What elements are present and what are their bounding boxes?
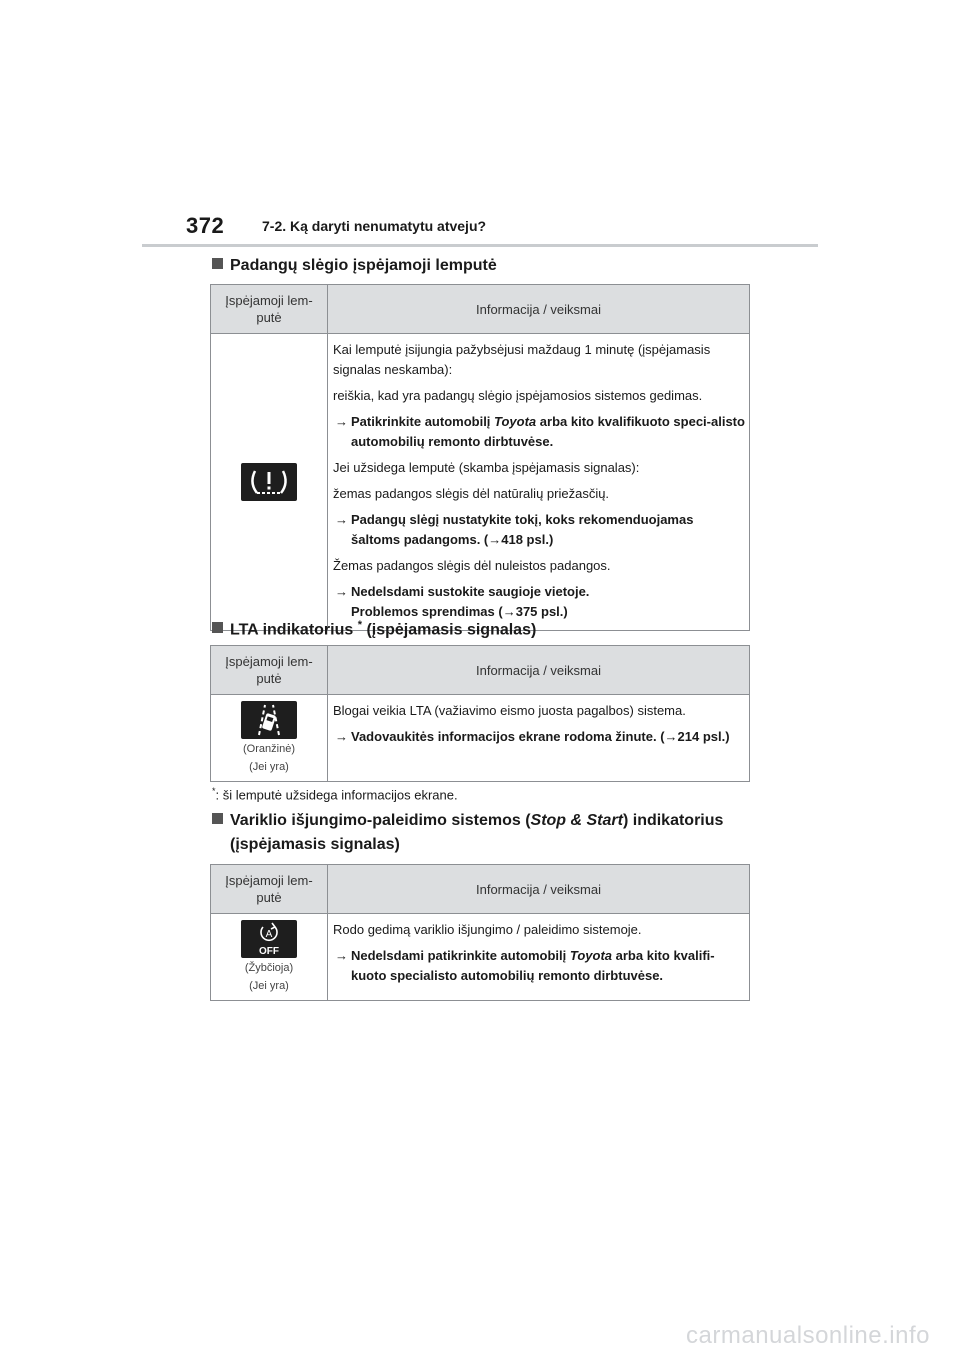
column-header-info: Informacija / veiksmai bbox=[328, 285, 750, 334]
info-cell bbox=[328, 914, 750, 1001]
info-text: Žemas padangos slėgis dėl nuleistos padangos. bbox=[333, 558, 611, 573]
action-item: → Nedelsdami patikrinkite automobilį Toyota arba kito kvalifi-kuoto specialisto automobilių remonto dirbtuvėse. bbox=[335, 948, 715, 983]
tire-pressure-table bbox=[210, 284, 750, 631]
lamp-caption: (Oranžinė) bbox=[243, 743, 295, 755]
section-bullet-icon bbox=[212, 622, 223, 633]
column-header-info: Informacija / veiksmai bbox=[328, 646, 750, 695]
info-text: Rodo gedimą variklio išjungimo / paleidimo sistemoje. bbox=[333, 922, 642, 937]
lane-tracing-assist-icon bbox=[241, 701, 297, 739]
lta-table bbox=[210, 645, 750, 782]
section-bullet-icon bbox=[212, 258, 223, 269]
info-text: Kai lemputė įsijungia pažybsėjusi maždaug 1 minutę (įspėjamasis signalas neskamba): bbox=[333, 342, 711, 377]
tire-pressure-warning-icon bbox=[241, 463, 297, 501]
action-item: → Vadovaukitės informacijos ekrane rodoma žinute. (→214 psl.) bbox=[333, 727, 745, 747]
footnote: *: ši lemputė užsidega informacijos ekrane. bbox=[212, 786, 458, 803]
info-text: Jei užsidega lemputė (skamba įspėjamasis signalas): bbox=[333, 460, 640, 475]
svg-text:OFF: OFF bbox=[259, 946, 279, 957]
svg-text:A: A bbox=[265, 929, 273, 940]
arrow-right-icon: → bbox=[335, 948, 348, 963]
arrow-right-icon: → bbox=[335, 584, 348, 599]
chapter-title: 7-2. Ką daryti nenumatytu atveju? bbox=[262, 218, 487, 234]
lamp-cell bbox=[211, 914, 328, 1001]
info-text: reiškia, kad yra padangų slėgio įspėjamosios sistemos gedimas. bbox=[333, 388, 703, 403]
lamp-cell bbox=[211, 334, 328, 631]
section-bullet-icon bbox=[212, 813, 223, 824]
info-text: Blogai veikia LTA (važiavimo eismo juosta pagalbos) sistema. bbox=[333, 703, 686, 718]
lamp-cell bbox=[211, 695, 328, 782]
stop-start-table bbox=[210, 864, 750, 1001]
stop-start-off-icon bbox=[241, 920, 297, 958]
header-divider bbox=[142, 244, 818, 247]
info-cell bbox=[328, 695, 750, 782]
column-header-lamp: Įspėjamoji lem- putė bbox=[211, 285, 328, 334]
lamp-caption: (Žybčioja) bbox=[244, 962, 294, 974]
action-item: → Patikrinkite automobilį Toyota arba kito kvalifikuoto speci-alisto automobilių remonto dirbtuvėse. bbox=[335, 414, 745, 449]
section-heading-tire-pressure: Padangų slėgio įspėjamoji lemputė bbox=[212, 254, 497, 278]
watermark: carmanualsonline.info bbox=[686, 1322, 930, 1349]
arrow-right-icon: → bbox=[335, 414, 348, 429]
lamp-caption: (Jei yra) bbox=[249, 980, 289, 992]
section-heading-stop-start: Variklio išjungimo-paleidimo sistemos (Stop & Start) indikatorius (įspėjamasis signalas) bbox=[212, 809, 723, 857]
arrow-right-icon: → bbox=[335, 512, 348, 527]
page-number: 372 bbox=[186, 213, 225, 238]
column-header-info: Informacija / veiksmai bbox=[328, 865, 750, 914]
info-text: žemas padangos slėgis dėl natūralių priežasčių. bbox=[333, 486, 610, 501]
arrow-right-icon: → bbox=[335, 729, 348, 744]
action-item: → Nedelsdami sustokite saugioje vietoje. Problemos sprendimas (→375 psl.) bbox=[335, 584, 590, 619]
column-header-lamp: Įspėjamoji lem- putė bbox=[211, 865, 328, 914]
lamp-caption: (Jei yra) bbox=[249, 761, 289, 773]
info-cell bbox=[328, 334, 750, 631]
action-item: → Padangų slėgį nustatykite tokį, koks rekomenduojamas šaltoms padangoms. (→418 psl.) bbox=[335, 512, 694, 547]
section-heading-lta: LTA indikatorius * (įspėjamasis signalas) bbox=[212, 613, 536, 642]
column-header-lamp: Įspėjamoji lem- putė bbox=[211, 646, 328, 695]
